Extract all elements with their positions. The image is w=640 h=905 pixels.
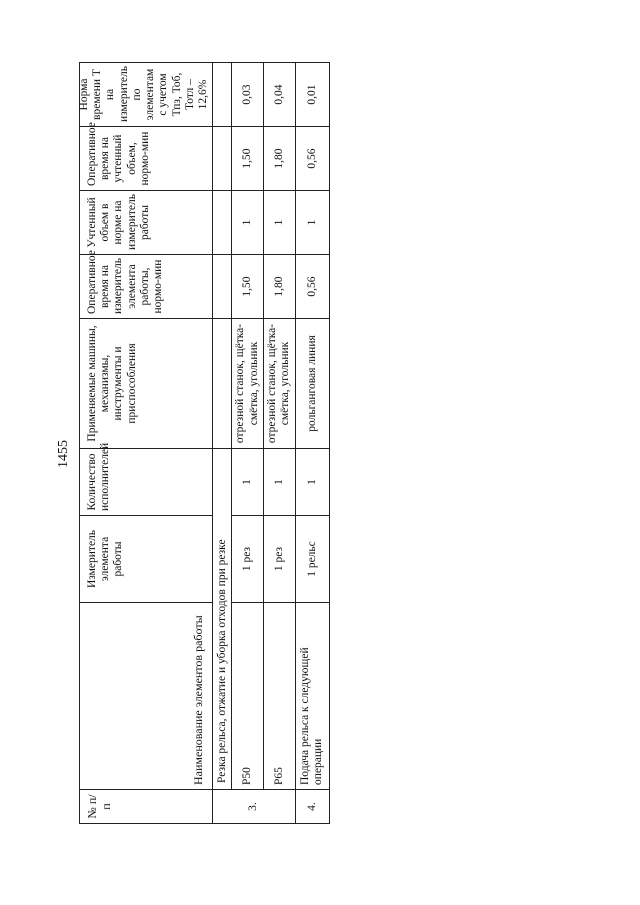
rotated-table-container — [78, 66, 325, 824]
row-norm: 0,04 — [264, 63, 295, 127]
row-qty: 1 — [264, 449, 295, 516]
section-title: Резка рельса, отжатие и уборка отходов при резке — [213, 449, 232, 790]
page-number: 1455 — [56, 440, 71, 468]
row-op-time: 0,56 — [295, 255, 329, 319]
row-volume: 1 — [295, 191, 329, 255]
header-norm-text: Норма времени Т на измеритель по элементам с учетом Тпз, Тоб, Тотл – 12,6% — [78, 66, 209, 122]
header-op-time: Оперативное время на измеритель элемента работы, нормо-мин — [80, 255, 213, 319]
row-norm: 0,03 — [232, 63, 264, 127]
section-empty-op-time — [213, 255, 232, 319]
row-op-time: 1,80 — [264, 255, 295, 319]
section-empty-norm — [213, 63, 232, 127]
header-num: № п/п — [80, 790, 213, 824]
section-empty-tools — [213, 319, 232, 449]
row-unit: 1 рез — [232, 516, 264, 603]
row-tools: рольганговая линия — [295, 319, 329, 449]
header-row — [80, 63, 213, 824]
row-num: 4. — [295, 790, 329, 824]
header-unit: Измеритель элемента работы — [80, 516, 213, 603]
table-row — [295, 63, 329, 824]
header-name: Наименование элементов работы — [80, 603, 213, 790]
section-empty-volume — [213, 191, 232, 255]
section-row — [213, 63, 232, 824]
row-unit: 1 рельс — [295, 516, 329, 603]
row-qty: 1 — [232, 449, 264, 516]
norms-table — [79, 62, 330, 824]
header-tools: Применяемые машины, механизмы, инструменты и приспособления — [80, 319, 213, 449]
row-name: Р50 — [232, 603, 264, 790]
header-qty: Количество исполнителей — [80, 449, 213, 516]
header-norm — [80, 63, 213, 127]
row-norm: 0,01 — [295, 63, 329, 127]
header-volume: Учтенный объем в норме на измеритель работы — [80, 191, 213, 255]
row-op-time: 1,50 — [232, 255, 264, 319]
row-volume: 1 — [264, 191, 295, 255]
row-name: Р65 — [264, 603, 295, 790]
row-qty: 1 — [295, 449, 329, 516]
row-unit: 1 рез — [264, 516, 295, 603]
row-name: Подача рельса к следующей операции — [295, 603, 329, 790]
row-tools: отрезной станок, щётка-смётка, угольник — [264, 319, 295, 449]
table-row — [264, 63, 295, 824]
section-empty-op-time-volume — [213, 127, 232, 191]
header-op-time-volume: Оперативное время на учтенный объем, нормо-мин — [80, 127, 213, 191]
section-num: 3. — [213, 790, 295, 824]
row-volume: 1 — [232, 191, 264, 255]
row-op-time-volume: 0,56 — [295, 127, 329, 191]
row-op-time-volume: 1,80 — [264, 127, 295, 191]
row-tools: отрезной станок, щётка-смётка, угольник — [232, 319, 264, 449]
table-row — [232, 63, 264, 824]
row-op-time-volume: 1,50 — [232, 127, 264, 191]
